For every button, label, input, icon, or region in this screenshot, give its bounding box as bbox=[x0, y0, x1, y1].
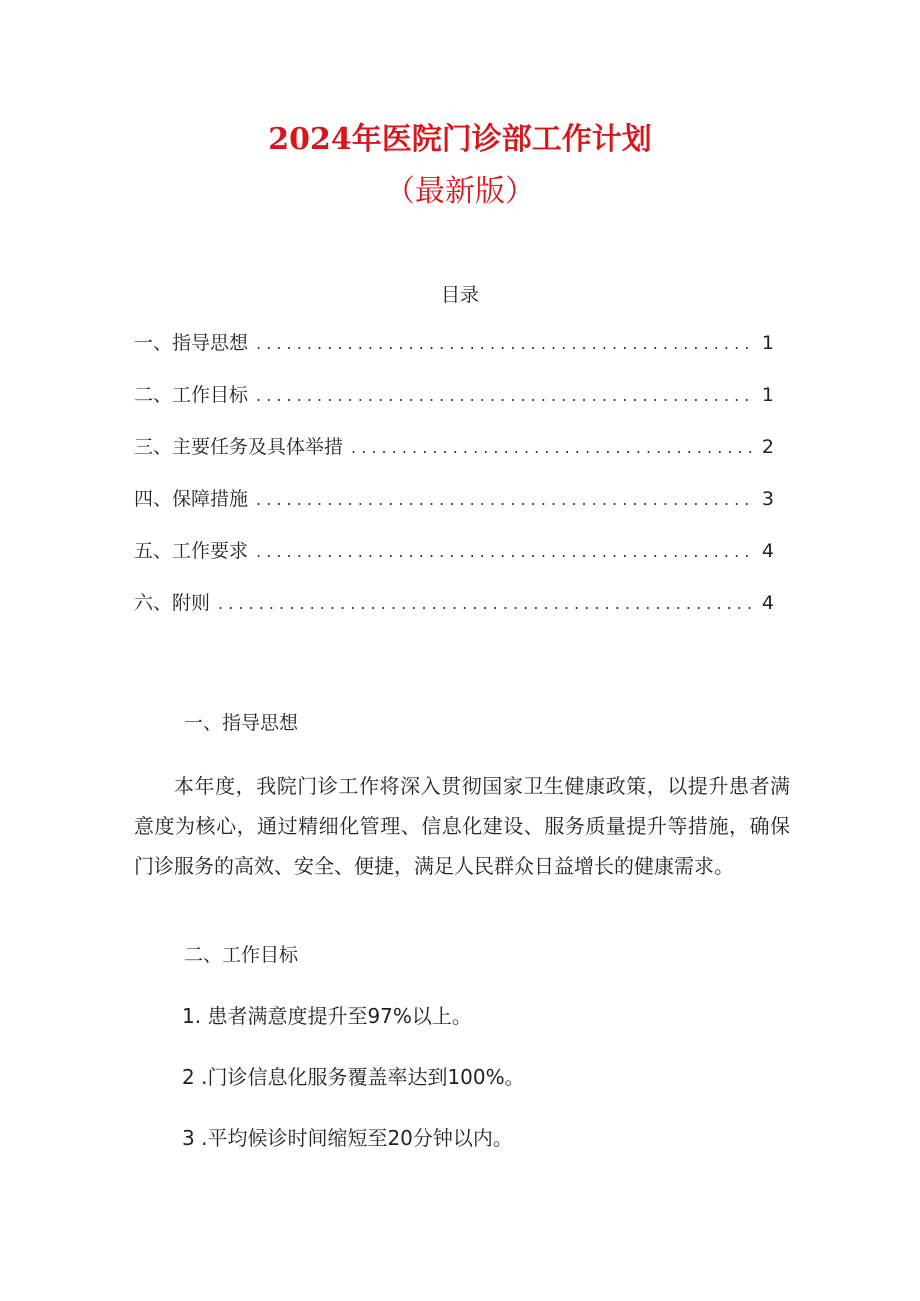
toc-item-page: 3 bbox=[761, 488, 774, 510]
toc-item[interactable] bbox=[134, 590, 774, 642]
toc-item-page: 4 bbox=[761, 540, 774, 562]
toc-heading: 目录 bbox=[440, 284, 479, 306]
toc-leader-dots bbox=[256, 383, 754, 409]
toc-item-label: 二、工作目标 bbox=[134, 384, 249, 406]
toc-item[interactable] bbox=[134, 538, 774, 590]
toc-item-label: 三、主要任务及具体举措 bbox=[134, 436, 344, 458]
toc-item-page: 4 bbox=[761, 592, 774, 614]
toc-item[interactable] bbox=[134, 434, 774, 486]
goal-item: 3 .平均候诊时间缩短至20分钟以内。 bbox=[182, 1126, 513, 1150]
toc-leader-dots bbox=[218, 591, 754, 617]
toc-leader-dots bbox=[351, 435, 754, 461]
title-main: 2024年医院门诊部工作计划 bbox=[268, 122, 652, 157]
title-subtitle: （最新版） bbox=[385, 174, 535, 209]
toc-leader-dots bbox=[256, 331, 754, 357]
goal-item: 2 .门诊信息化服务覆盖率达到100%。 bbox=[182, 1065, 525, 1089]
goal-item: 1. 患者满意度提升至97%以上。 bbox=[182, 1004, 472, 1028]
toc-leader-dots bbox=[256, 539, 754, 565]
section-heading-guiding: 一、指导思想 bbox=[184, 712, 299, 734]
toc-item-label: 四、保障措施 bbox=[134, 488, 249, 510]
toc-item[interactable] bbox=[134, 486, 774, 538]
toc-item-label: 一、指导思想 bbox=[134, 332, 249, 354]
toc-item[interactable] bbox=[134, 382, 774, 434]
section-heading-goals: 二、工作目标 bbox=[184, 944, 299, 966]
toc-item-page: 1 bbox=[761, 332, 774, 354]
toc-item-page: 2 bbox=[761, 436, 774, 458]
toc-item-label: 五、工作要求 bbox=[134, 540, 249, 562]
toc-item-label: 六、附则 bbox=[134, 592, 211, 614]
guiding-paragraph: 本年度，我院门诊工作将深入贯彻国家卫生健康政策，以提升患者满意度为核心，通过精细化管理、信息化建设、服务质量提升等措施，确保门诊服务的高效、安全、便捷，满足人民群众日益增长的健康需求。 bbox=[134, 774, 790, 878]
toc-item-page: 1 bbox=[761, 384, 774, 406]
table-of-contents bbox=[134, 330, 774, 642]
toc-leader-dots bbox=[256, 487, 754, 513]
toc-item[interactable] bbox=[134, 330, 774, 382]
